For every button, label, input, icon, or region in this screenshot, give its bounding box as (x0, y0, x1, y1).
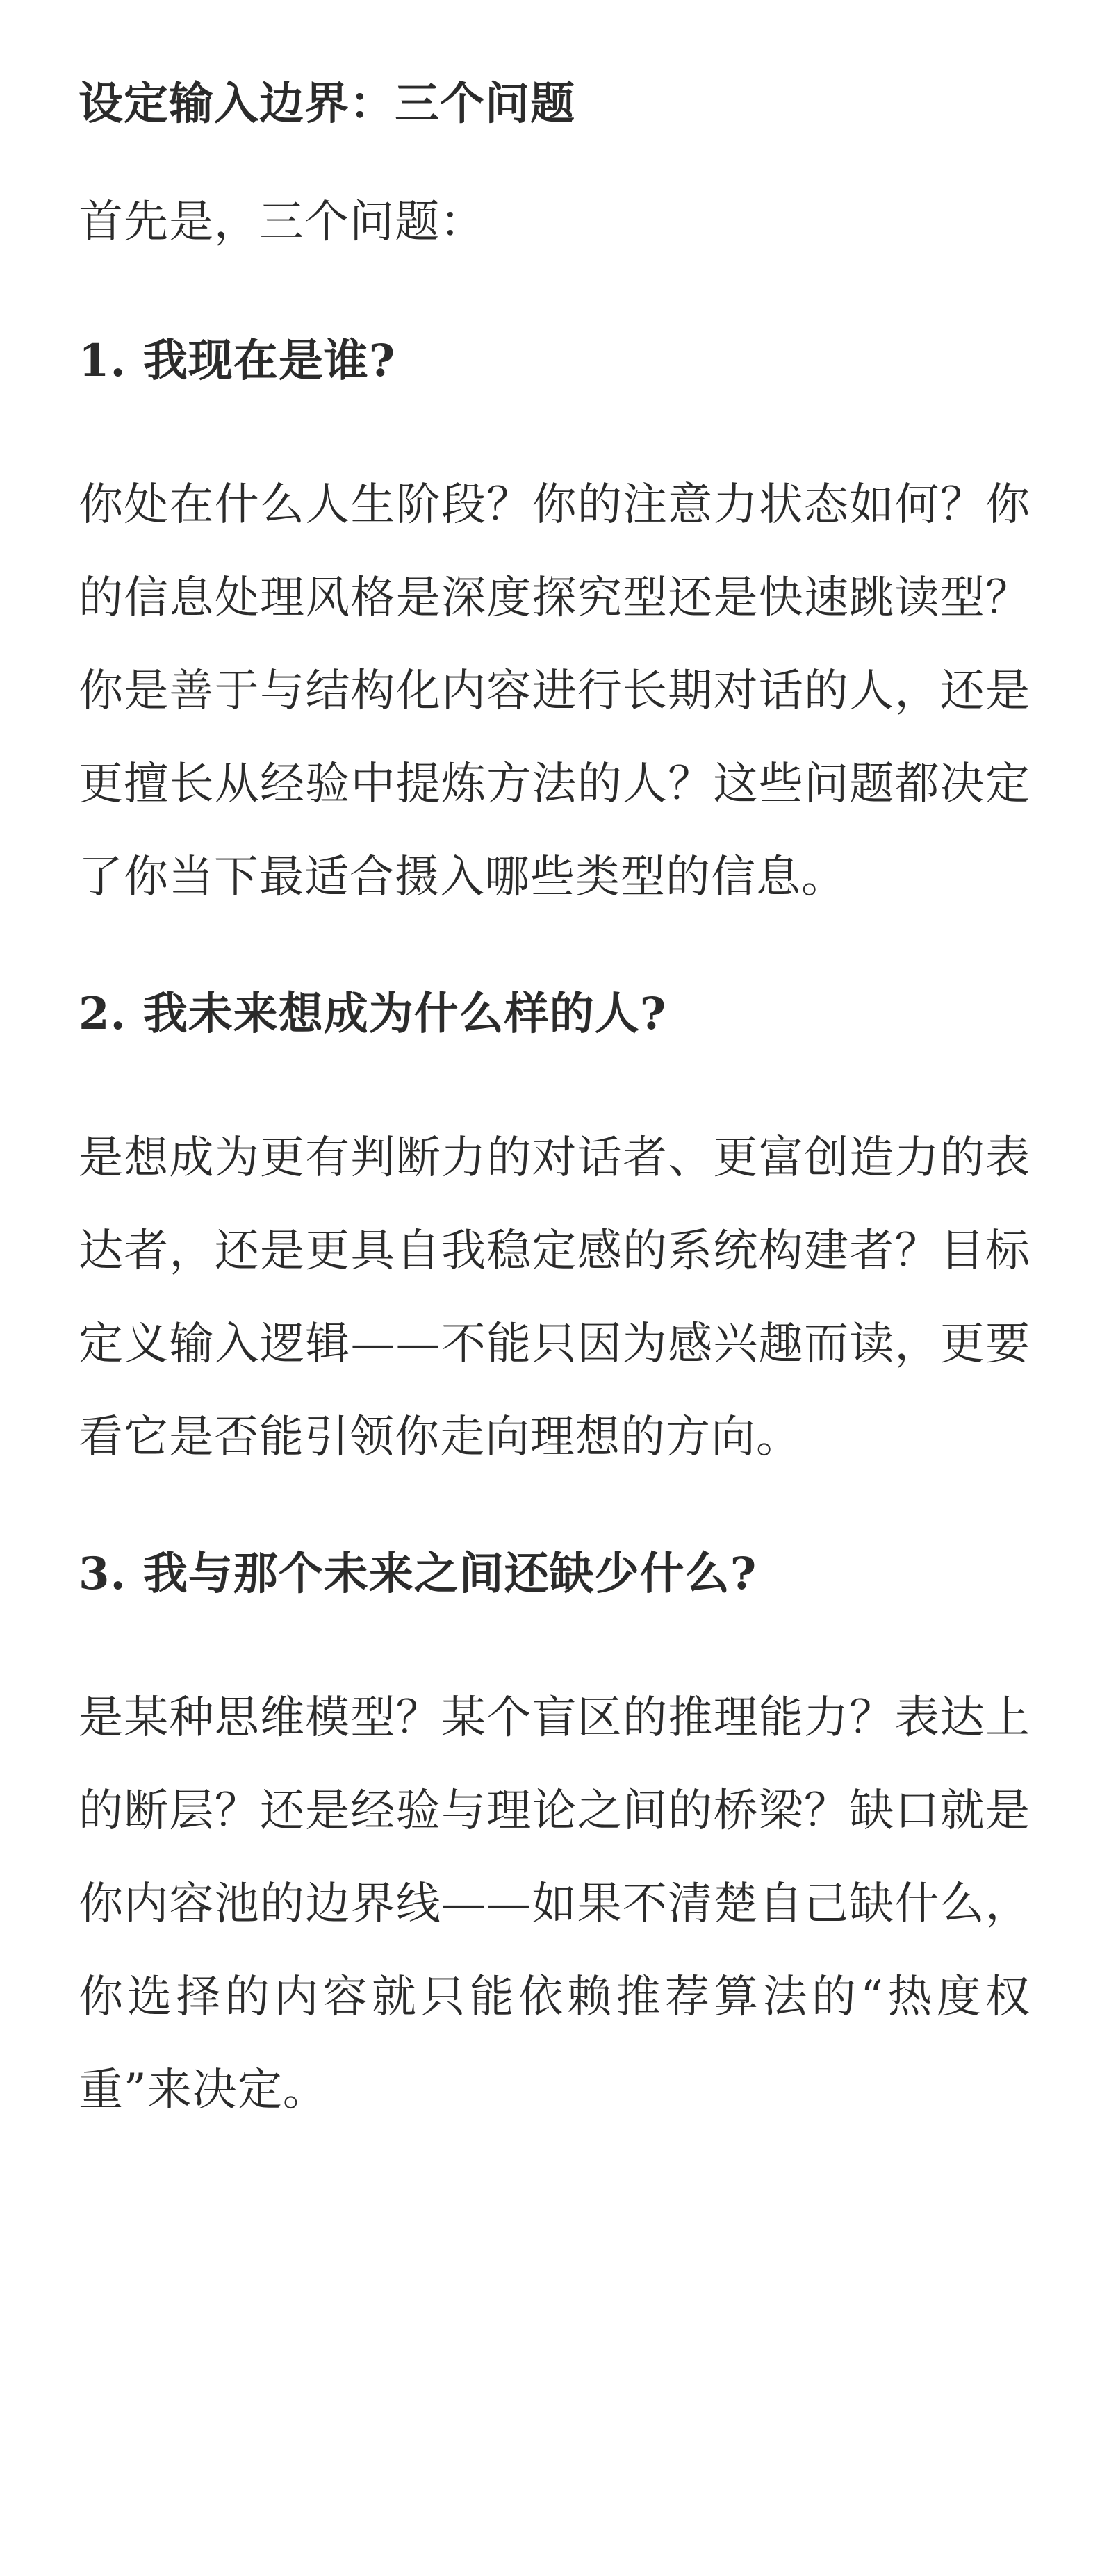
question-3 (79, 1539, 1030, 1609)
intro-text: 首先是，三个问题： (79, 197, 485, 248)
question-2-number: 2. (79, 988, 126, 1040)
question-2 (79, 980, 1030, 1049)
question-3-number: 3. (79, 1548, 126, 1600)
question-1-number: 1. (79, 335, 126, 387)
question-1 (79, 327, 1030, 396)
question-1-text: 我现在是谁? (142, 335, 396, 387)
question-2-text: 我未来想成为什么样的人? (142, 988, 667, 1040)
article-title: 设定输入边界：三个问题 (79, 78, 575, 130)
answer-3: 是某种思维模型？某个盲区的推理能力？表达上的断层？还是经验与理论之间的桥梁？缺口就是你内容池的边界线——如果不清楚自己缺什么，你选择的内容就只能依赖推荐算法的“热度权重”来决定。 (79, 1692, 1030, 2116)
answer-1: 你处在什么人生阶段？你的注意力状态如何？你的信息处理风格是深度探究型还是快速跳读型？你是善于与结构化内容进行长期对话的人，还是更擅长从经验中提炼方法的人？这些问题都决定了你当下最适合摄入哪些类型的信息。 (79, 479, 1030, 903)
answer-2: 是想成为更有判断力的对话者、更富创造力的表达者，还是更具自我稳定感的系统构建者？目标定义输入逻辑——不能只因为感兴趣而读，更要看它是否能引领你走向理想的方向。 (79, 1132, 1030, 1463)
question-3-text: 我与那个未来之间还缺少什么? (142, 1548, 757, 1600)
